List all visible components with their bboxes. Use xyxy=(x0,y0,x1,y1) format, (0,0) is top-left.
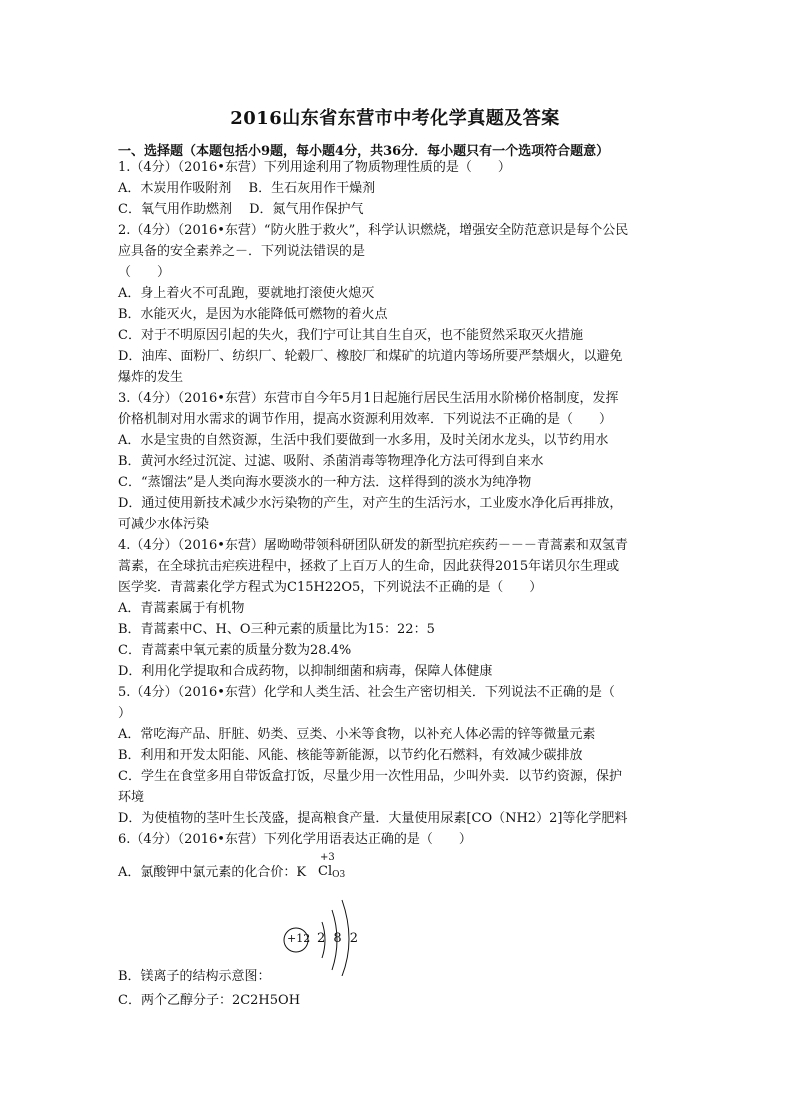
question-line: 蒿素，在全球抗击疟疾进程中，拯救了上百万人的生命，因此获得2015年诺贝尔生理或 xyxy=(118,559,620,574)
question-line: 1.（4分）（2016•东营）下列用途利用了物质物理性质的是（ ） xyxy=(118,160,511,175)
question-line: B．青蒿素中C、H、O三种元素的质量比为15：22：5 xyxy=(118,622,435,637)
question-line: B．黄河水经过沉淀、过滤、吸附、杀菌消毒等物理净化方法可得到自来水 xyxy=(118,454,544,469)
question-line: 环境 xyxy=(118,790,145,805)
question-line: C．对于不明原因引起的失火，我们宁可让其自生自灭，也不能贸然采取灭火措施 xyxy=(118,328,583,343)
question-line: B．利用和开发太阳能、风能、核能等新能源，以节约化石燃料，有效减少碳排放 xyxy=(118,748,583,763)
option-a-text: A．氯酸钾中氯元素的化合价：K xyxy=(118,865,307,880)
electron-shell-counts: 2 8 2 xyxy=(317,931,359,946)
question-line: 6.（4分）（2016•东营）下列化学用语表达正确的是（ ） xyxy=(118,832,472,847)
chlorine-oxygen-formula xyxy=(318,864,345,880)
option-b-text: B．镁离子的结构示意图： xyxy=(118,969,271,984)
question-line: （ ） xyxy=(118,265,171,280)
chlorine-symbol-text: Cl xyxy=(318,864,333,879)
oxygen-part: O3 xyxy=(332,870,346,880)
question-line: 医学奖．青蒿素化学方程式为C15H22O5，下列说法不正确的是（ ） xyxy=(118,580,543,595)
question-line: A．身上着火不可乱跑，要就地打滚使火熄灭 xyxy=(118,286,375,301)
question-line: C．青蒿素中氧元素的质量分数为28.4% xyxy=(118,643,352,658)
section-heading: 一、选择题（本题包括小9题，每小题4分，共36分．每小题只有一个选项符合题意） xyxy=(118,144,610,159)
question-line: 应具备的安全素养之－．下列说法错误的是 xyxy=(118,244,366,259)
nucleus-label: +12 xyxy=(287,932,311,945)
question-line: 4.（4分）（2016•东营）屠呦呦带领科研团队研发的新型抗疟疾药－－－青蒿素和双氢青 xyxy=(118,538,628,553)
option-c-text: C．两个乙醇分子：2C2H5OH xyxy=(118,993,301,1008)
question-line: A．木炭用作吸附剂 B．生石灰用作干燥剂 xyxy=(118,181,376,196)
question-line: 3.（4分）（2016•东营）东营市自今年5月1日起施行居民生活用水阶梯价格制度，发挥 xyxy=(118,391,619,406)
question-line: 价格机制对用水需求的调节作用，提高水资源利用效率．下列说法不正确的是（ ） xyxy=(118,412,613,427)
question-line: D．利用化学提取和合成药物，以抑制细菌和病毒，保障人体健康 xyxy=(118,664,493,679)
question-line: D．为使植物的茎叶生长茂盛，提高粮食产量．大量使用尿素[CO（NH2）2]等化学肥料 xyxy=(118,811,628,826)
question-line: A．青蒿素属于有机物 xyxy=(118,601,245,616)
valence-superscript: +3 xyxy=(320,852,335,863)
question-line: 可减少水体污染 xyxy=(118,517,210,532)
question-line: C．“蒸馏法”是人类向海水要淡水的一种方法．这样得到的淡水为纯净物 xyxy=(118,475,532,490)
question-line: D．油库、面粉厂、纺织厂、轮毂厂、橡胶厂和煤矿的坑道内等场所要严禁烟火，以避免 xyxy=(118,349,623,364)
question-line: B．水能灭火，是因为水能降低可燃物的着火点 xyxy=(118,307,388,322)
question-line: ） xyxy=(118,706,132,721)
question-line: A．水是宝贵的自然资源，生活中我们要做到一水多用，及时关闭水龙头，以节约用水 xyxy=(118,433,609,448)
question-line: A．常吃海产品、肝脏、奶类、豆类、小米等食物，以补充人体必需的锌等微量元素 xyxy=(118,727,596,742)
question-line: D．通过使用新技术减少水污染物的产生，对产生的生活污水，工业废水净化后再排放， xyxy=(118,496,623,511)
question-line: 爆炸的发生 xyxy=(118,370,184,385)
question-line: 5.（4分）（2016•东营）化学和人类生活、社会生产密切相关．下列说法不正确的是（ xyxy=(118,685,615,700)
page-title: 2016山东省东营市中考化学真题及答案 xyxy=(230,108,560,129)
question-line: 2.（4分）（2016•东营）“防火胜于救火”，科学认识燃烧，增强安全防范意识是每个公民 xyxy=(118,223,629,238)
question-line: C．氧气用作助燃剂 D．氮气用作保护气 xyxy=(118,202,364,217)
question-line: C．学生在食堂多用自带饭盒打饭，尽量少用一次性用品，少叫外卖．以节约资源，保护 xyxy=(118,769,622,784)
